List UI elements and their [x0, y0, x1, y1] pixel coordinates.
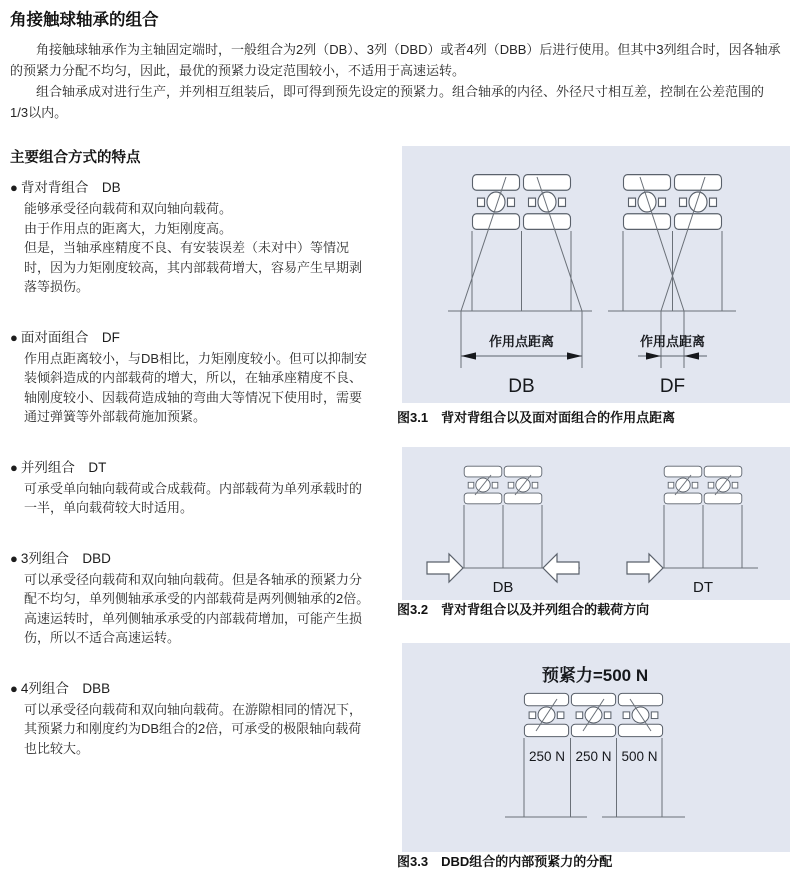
bullet-icon: ●: [10, 680, 18, 696]
bearing-symbol: [473, 175, 520, 230]
feature-line: 作用点距离较小，与DB相比，力矩刚度较小。但可以抑制安装倾斜造成的内部载荷的增大，所以，在轴承座精度不良、轴刚度较小、因载荷造成轴的弯曲大等情况下使用时，需要通过弹簧等外部载荷施加预紧。: [24, 350, 368, 424]
arrowhead-left-icon: [646, 352, 661, 359]
intro-section: [10, 6, 782, 123]
db-assembly: [448, 175, 592, 397]
feature-body-df: [10, 349, 394, 427]
caption-text: DBD组合的内部预紧力的分配: [441, 854, 613, 869]
bullet-icon: ●: [10, 459, 18, 475]
figure-3-2-caption: [397, 601, 649, 618]
feature-body-db: [10, 199, 394, 297]
load-arrow-right-icon: [627, 554, 663, 582]
feature-line: 但是，当轴承座精度不良、有安装误差（未对中）等情况时，因为力矩刚度较高，其内部载荷增大，容易产生早期剥落等损伤。: [24, 240, 363, 294]
shaft-lines: [664, 505, 742, 568]
dt-assembly: [627, 466, 758, 596]
feature-line: 能够承受径向载荷和双向轴向载荷。: [24, 201, 233, 216]
intro-paragraph-1: 角接触球轴承作为主轴固定端时，一般组合为2列（DB）、3列（DBD）或者4列（DBB）后进行使用。但其中3列组合时，因各轴承的预紧力分配不均匀，因此，最优的预紧力设定范围较小，不适用于高速运转。: [10, 42, 781, 78]
feature-title-text: 面对面组合 DF: [20, 329, 120, 345]
bullet-icon: ●: [10, 180, 18, 195]
feature-body-dt: [10, 479, 394, 518]
figure-3-2-panel: [402, 447, 790, 600]
feature-title-dt: [10, 456, 394, 476]
feature-title-dbd: [10, 547, 394, 567]
dt-label: DT: [693, 579, 713, 596]
bearing-symbol: [624, 175, 671, 230]
bearing-action-point-diagram: [402, 146, 790, 403]
page-title: 角接触球轴承的组合: [10, 11, 159, 29]
bearing-symbol: [675, 175, 722, 230]
load-value-2: 250 N: [575, 749, 612, 764]
figure-3-1-panel: [402, 146, 790, 403]
features-heading: 主要组合方式的特点: [10, 150, 141, 166]
load-value-1: 250 N: [528, 749, 566, 764]
feature-title-text: 4列组合 DBB: [20, 680, 111, 696]
load-value-3: 500 N: [621, 749, 658, 764]
feature-title-df: [10, 326, 394, 346]
preload-label: 预紧力=500 N: [541, 666, 649, 685]
figure-id: 图3.2: [397, 602, 429, 617]
feature-title-text: 3列组合 DBD: [20, 550, 111, 566]
df-label: DF: [659, 376, 686, 397]
arrowhead-right-icon: [684, 352, 699, 359]
feature-body-dbb: [10, 700, 394, 759]
feature-title-text: 背对背组合 DB: [20, 180, 121, 195]
bullet-icon: ●: [10, 550, 18, 566]
dim-label-df: 作用点距离: [639, 334, 706, 349]
load-arrow-left-icon: [543, 554, 579, 582]
db-label: DB: [492, 579, 514, 596]
shaft-lines: [623, 231, 722, 311]
figure-id: 图3.1: [397, 410, 429, 425]
feature-item-dt: [10, 456, 394, 518]
feature-title-dbb: [10, 677, 394, 697]
arrowhead-left-icon: [461, 352, 476, 359]
preload-distribution-diagram: [402, 643, 790, 852]
feature-line: 可承受单向轴向载荷或合成载荷。内部载荷为单列承载时的一半，单向载荷较大时适用。: [24, 480, 363, 515]
shaft-lines: [464, 505, 542, 568]
caption-text: 背对背组合以及并列组合的载荷方向: [441, 602, 650, 617]
shaft-lines: [472, 231, 571, 311]
bearing-symbol: [524, 175, 571, 230]
feature-item-df: [10, 326, 394, 427]
db-assembly: [427, 466, 580, 596]
feature-line: 可以承受径向载荷和双向轴向载荷。但是各轴承的预紧力分配不均匀，单列侧轴承承受的内部载荷是两列侧轴承的2倍。高速运转时，单列侧轴承承受的内部载荷增加，可能产生损伤，所以不适合高速运转。: [24, 571, 370, 645]
feature-item-dbd: [10, 547, 394, 648]
figure-id: 图3.3: [397, 854, 429, 869]
feature-item-db: [10, 176, 394, 297]
feature-title-text: 并列组合 DT: [20, 459, 107, 475]
figure-3-1-caption: [397, 409, 675, 426]
load-direction-diagram: [402, 447, 790, 600]
feature-line: 由于作用点的距离大，力矩刚度高。: [24, 220, 233, 236]
load-arrow-right-icon: [427, 554, 463, 582]
figure-3-3-caption: [397, 853, 612, 870]
feature-line: 可以承受径向载荷和双向轴向载荷。在游隙相同的情况下，其预紧力和刚度约为DB组合的2倍，可承受的极限轴向载荷也比较大。: [24, 701, 363, 756]
feature-item-dbb: [10, 677, 394, 759]
dbd-assembly: [505, 693, 685, 817]
features-section: [10, 146, 394, 758]
bullet-icon: ●: [10, 329, 18, 345]
feature-title-db: [10, 176, 394, 196]
figure-3-3-panel: [402, 643, 790, 852]
caption-text: 背对背组合以及面对面组合的作用点距离: [441, 410, 676, 425]
intro-paragraph-2: 组合轴承成对进行生产，并列相互组装后，即可得到预先设定的预紧力。组合轴承的内径、外径尺寸相互差，控制在公差范围的1/3以内。: [10, 84, 765, 120]
df-assembly: [608, 175, 736, 397]
dim-label-db: 作用点距离: [488, 334, 555, 349]
arrowhead-right-icon: [567, 352, 582, 359]
db-label: DB: [508, 376, 535, 397]
feature-body-dbd: [10, 570, 394, 648]
